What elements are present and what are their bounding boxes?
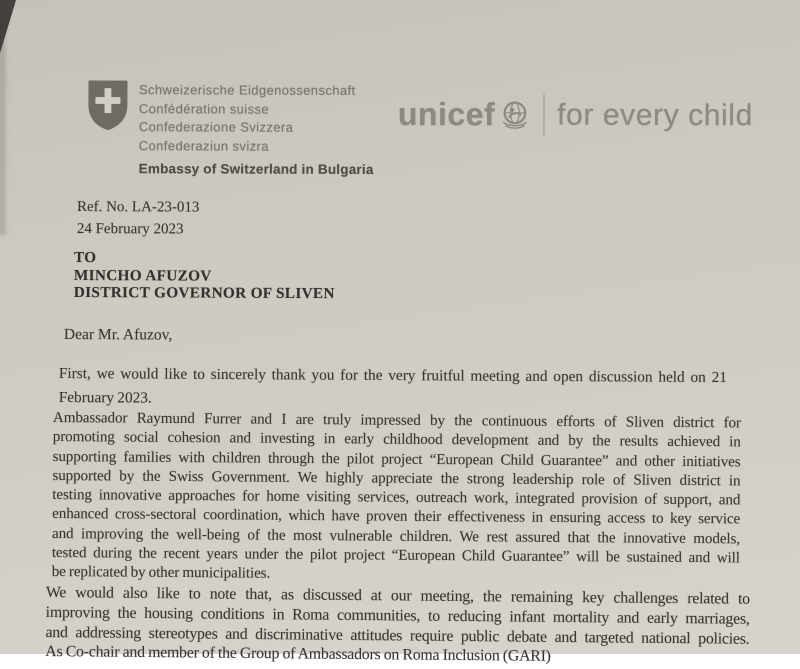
recipient-block <box>74 249 335 303</box>
text-line: supported by the Swiss Government. We highly appreciate the strong leadership role of Sliven district in <box>52 467 741 490</box>
swiss-letterhead-text <box>139 78 374 177</box>
text-line: MINCHO AFUZOV <box>73 266 212 285</box>
unicef-tagline: for every child <box>557 98 753 132</box>
text-line: supporting families with children through the pilot project “European Child Guarantee” and other initiatives <box>52 448 741 470</box>
text-line: TO <box>73 249 97 267</box>
embassy-name: Embassy of Switzerland in Bulgaria <box>138 161 374 178</box>
text-line: Schweizerische Eidgenossenschaft <box>138 82 356 98</box>
text-line: As Co-chair and member of the Group of Ambassadors on Roma Inclusion (GARI) <box>45 643 551 666</box>
text-line: be replicated by other municipalities. <box>51 564 271 583</box>
unicef-globe-icon <box>498 98 532 137</box>
text-line: promoting social cohesion and investing in early childhood development and by the results achieved in <box>52 429 741 451</box>
text-line: DISTRICT GOVERNOR OF SLIVEN <box>73 284 335 303</box>
swiss-confederation-names <box>139 81 374 156</box>
text-line: improving the housing conditions in Roma communities, to reducing infant mortality and early marriages, <box>45 603 750 628</box>
text-line: Confederazione Svizzera <box>138 119 294 135</box>
paragraph-2 <box>52 409 741 588</box>
text-line: We would also like to note that, as discussed at our meeting, the remaining key challenges related to <box>45 583 750 608</box>
unicef-logo-divider <box>543 94 545 136</box>
text-line: enhanced cross-sectoral coordination, which have proven their effectiveness in ensuring access to key service <box>52 506 741 528</box>
text-line: Confederaziun svizra <box>138 137 269 154</box>
unicef-logo <box>398 92 753 138</box>
text-line: First, we would like to sincerely thank you for the very fruitful meeting and open discussion held on 21 <box>58 364 727 387</box>
swiss-letterhead <box>86 78 374 177</box>
letter-date: 24 February 2023 <box>76 220 184 237</box>
reference-block <box>77 197 200 241</box>
text-line: and improving the well-being of the most vulnerable children. We rest assured that the innovative models, <box>51 525 741 548</box>
text-line: February 2023. <box>58 388 152 407</box>
paragraph-3 <box>45 583 750 669</box>
text-line: Ambassador Raymund Furrer and I are truly impressed by the continuous efforts of Sliven district for <box>52 409 741 432</box>
paragraph-1 <box>59 362 727 413</box>
text-line: tested during the recent years under the pilot project “European Child Guarantee” will be sustained and will <box>51 545 740 567</box>
unicef-wordmark: unicef <box>397 95 496 133</box>
text-line: testing innovative approaches for home visiting services, outreach work, integrated provision of support, and <box>52 487 741 509</box>
reference-number: Ref. No. LA-23-013 <box>76 198 200 216</box>
text-line: and addressing stereotypes and discriminative attitudes require public debate and targeted national policies. <box>45 623 750 648</box>
text-line: Confédération suisse <box>138 100 270 117</box>
paper-edge-shade <box>0 0 8 235</box>
swiss-coat-of-arms-icon <box>86 78 130 137</box>
salutation: Dear Mr. Afuzov, <box>63 326 173 344</box>
